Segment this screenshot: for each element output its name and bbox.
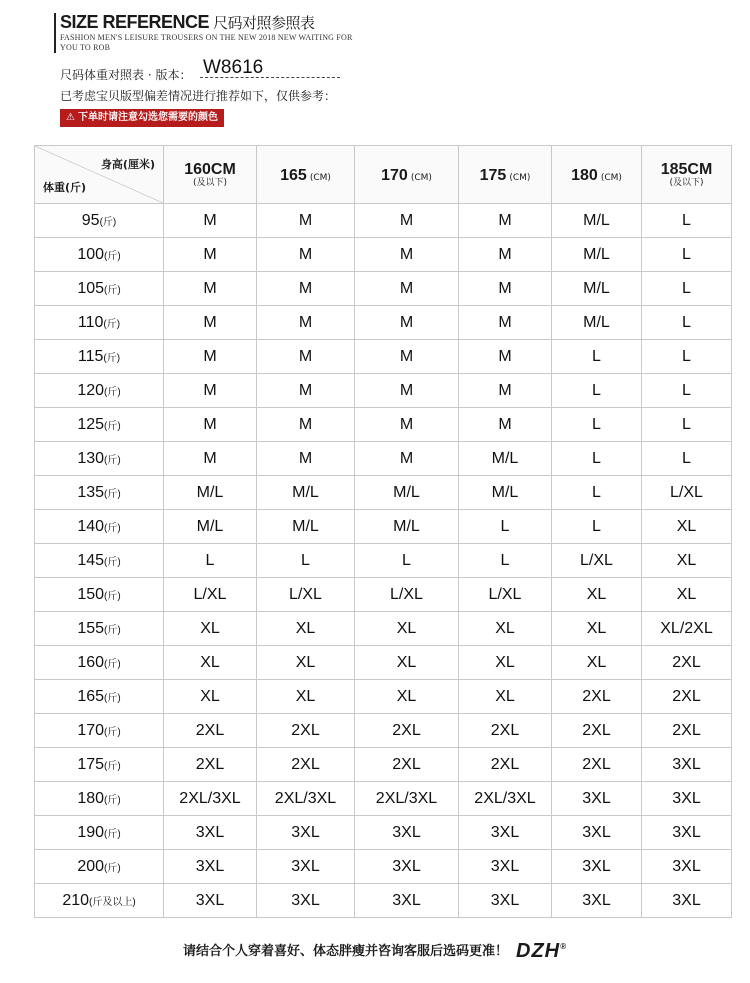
- size-cell: 3XL: [257, 816, 355, 850]
- header-accent-bar: [54, 13, 56, 53]
- size-cell: M/L: [164, 510, 257, 544]
- title-cn: 尺码对照参照表: [213, 14, 315, 32]
- size-cell: L/XL: [164, 578, 257, 612]
- size-cell: M: [355, 306, 459, 340]
- weight-unit: (斤): [104, 522, 121, 534]
- size-cell: M: [459, 272, 552, 306]
- table-row: [35, 340, 732, 374]
- size-cell: XL: [257, 646, 355, 680]
- size-cell: XL: [642, 578, 732, 612]
- size-cell: M: [257, 204, 355, 238]
- size-cell: 2XL: [355, 748, 459, 782]
- table-header-row: [35, 146, 732, 204]
- warning-text: 下单时请注意勾选您需要的颜色: [77, 112, 218, 123]
- weight-value: 120: [77, 381, 105, 399]
- size-cell: 2XL/3XL: [257, 782, 355, 816]
- weight-cell: [35, 578, 164, 612]
- size-cell: L: [642, 340, 732, 374]
- weight-cell: [35, 680, 164, 714]
- footer: [0, 940, 750, 963]
- table-row: [35, 510, 732, 544]
- weight-unit: (斤): [104, 488, 121, 500]
- size-cell: XL: [459, 680, 552, 714]
- weight-cell: [35, 510, 164, 544]
- size-cell: L: [552, 510, 642, 544]
- size-cell: L: [164, 544, 257, 578]
- weight-unit: (斤): [104, 284, 121, 296]
- weight-value: 155: [77, 619, 105, 637]
- page-subtitle: FASHION MEN'S LEISURE TROUSERS ON THE NEW 2018 NEW WAITING FOR YOU TO ROB: [60, 33, 353, 52]
- size-cell: M/L: [355, 476, 459, 510]
- weight-value: 165: [77, 687, 105, 705]
- brand-logo-text: DZH: [516, 940, 561, 962]
- size-cell: L: [552, 408, 642, 442]
- weight-unit: (斤): [104, 420, 121, 432]
- weight-value: 190: [77, 823, 105, 841]
- table-row: [35, 544, 732, 578]
- size-cell: 3XL: [355, 850, 459, 884]
- weight-value: 145: [77, 551, 105, 569]
- size-cell: 3XL: [355, 816, 459, 850]
- size-cell: 2XL: [257, 748, 355, 782]
- size-cell: 3XL: [642, 884, 732, 918]
- size-cell: XL: [642, 544, 732, 578]
- title-en: SIZE REFERENCE: [60, 12, 210, 32]
- size-cell: M: [164, 204, 257, 238]
- weight-value: 115: [77, 347, 104, 365]
- size-cell: M: [459, 340, 552, 374]
- size-cell: 2XL/3XL: [459, 782, 552, 816]
- size-cell: M: [355, 272, 459, 306]
- size-cell: M: [164, 306, 257, 340]
- size-cell: M/L: [552, 306, 642, 340]
- size-cell: M: [257, 442, 355, 476]
- size-cell: L: [552, 374, 642, 408]
- size-cell: L: [642, 238, 732, 272]
- weight-cell: [35, 646, 164, 680]
- table-row: [35, 850, 732, 884]
- height-value: 185CM: [660, 160, 713, 178]
- weight-unit: (斤): [104, 794, 121, 806]
- color-warning-banner: [60, 109, 224, 127]
- weight-unit: (斤): [104, 454, 121, 466]
- table-row: [35, 714, 732, 748]
- table-row: [35, 884, 732, 918]
- table-row: [35, 238, 732, 272]
- weight-value: 130: [77, 449, 105, 467]
- size-cell: 3XL: [459, 884, 552, 918]
- height-value: 180: [571, 167, 598, 184]
- height-header-cell: [164, 146, 257, 204]
- size-cell: M: [257, 340, 355, 374]
- size-cell: XL: [355, 646, 459, 680]
- size-cell: M: [459, 374, 552, 408]
- height-note: (及以下): [192, 177, 228, 188]
- size-cell: M: [459, 306, 552, 340]
- weight-unit: (斤): [104, 250, 121, 262]
- size-cell: 3XL: [164, 816, 257, 850]
- size-cell: XL: [257, 680, 355, 714]
- height-header-cell: [552, 146, 642, 204]
- weight-cell: [35, 442, 164, 476]
- height-header-cell: [459, 146, 552, 204]
- weight-unit: (斤): [104, 556, 121, 568]
- size-cell: M/L: [257, 510, 355, 544]
- size-cell: M: [164, 340, 257, 374]
- size-cell: M/L: [459, 476, 552, 510]
- size-table: [34, 145, 732, 918]
- size-cell: XL: [552, 646, 642, 680]
- size-cell: 3XL: [552, 884, 642, 918]
- size-cell: M: [257, 272, 355, 306]
- size-cell: L: [552, 340, 642, 374]
- size-cell: M/L: [552, 238, 642, 272]
- weight-cell: [35, 816, 164, 850]
- size-cell: M: [355, 340, 459, 374]
- size-cell: M: [257, 374, 355, 408]
- size-cell: XL/2XL: [642, 612, 732, 646]
- registered-mark: ®: [560, 942, 568, 951]
- size-cell: L: [642, 374, 732, 408]
- weight-value: 170: [77, 721, 105, 739]
- size-cell: 2XL: [642, 714, 732, 748]
- size-cell: L: [459, 510, 552, 544]
- size-cell: L: [642, 442, 732, 476]
- table-row: [35, 306, 732, 340]
- size-cell: L: [552, 476, 642, 510]
- weight-cell: [35, 850, 164, 884]
- weight-value: 160: [77, 653, 105, 671]
- size-cell: M/L: [257, 476, 355, 510]
- size-cell: 3XL: [355, 884, 459, 918]
- weight-value: 135: [77, 483, 105, 501]
- size-cell: 2XL: [164, 714, 257, 748]
- size-cell: XL: [257, 612, 355, 646]
- size-cell: 2XL: [642, 646, 732, 680]
- size-cell: M: [257, 306, 355, 340]
- height-value: 165: [280, 167, 307, 184]
- size-cell: XL: [642, 510, 732, 544]
- size-cell: 3XL: [552, 816, 642, 850]
- height-unit: (CM): [410, 173, 432, 183]
- size-cell: M: [459, 204, 552, 238]
- size-cell: 3XL: [164, 884, 257, 918]
- table-row: [35, 680, 732, 714]
- weight-value: 140: [77, 517, 105, 535]
- weight-cell: [35, 612, 164, 646]
- table-row: [35, 374, 732, 408]
- size-cell: 3XL: [642, 850, 732, 884]
- size-cell: M: [459, 238, 552, 272]
- size-cell: 2XL: [552, 714, 642, 748]
- size-cell: L/XL: [257, 578, 355, 612]
- size-cell: 3XL: [552, 782, 642, 816]
- weight-cell: [35, 272, 164, 306]
- size-cell: M/L: [459, 442, 552, 476]
- size-cell: M: [355, 442, 459, 476]
- size-cell: XL: [164, 612, 257, 646]
- size-cell: L: [552, 442, 642, 476]
- weight-cell: [35, 238, 164, 272]
- corner-height-label: 身高(厘米): [100, 158, 155, 171]
- weight-value: 150: [77, 585, 105, 603]
- weight-value: 175: [77, 755, 105, 773]
- height-value: 175: [479, 167, 507, 184]
- size-cell: 2XL: [459, 748, 552, 782]
- size-cell: L/XL: [355, 578, 459, 612]
- table-row: [35, 204, 732, 238]
- size-cell: 3XL: [164, 850, 257, 884]
- size-cell: 3XL: [459, 816, 552, 850]
- size-cell: L: [459, 544, 552, 578]
- size-cell: M: [355, 374, 459, 408]
- height-unit: (CM): [600, 173, 622, 183]
- size-cell: L: [642, 272, 732, 306]
- table-row: [35, 408, 732, 442]
- weight-unit: (斤及以上): [89, 896, 136, 908]
- weight-value: 95: [81, 211, 100, 229]
- size-cell: 2XL: [257, 714, 355, 748]
- size-cell: L: [642, 204, 732, 238]
- size-cell: 2XL: [552, 748, 642, 782]
- size-cell: 3XL: [257, 884, 355, 918]
- size-cell: 3XL: [552, 850, 642, 884]
- size-cell: XL: [355, 612, 459, 646]
- weight-unit: (斤): [103, 318, 121, 330]
- weight-cell: [35, 884, 164, 918]
- size-cell: M/L: [552, 204, 642, 238]
- height-note: (及以下): [669, 177, 704, 188]
- size-cell: 2XL: [642, 680, 732, 714]
- size-cell: L: [355, 544, 459, 578]
- size-cell: M: [459, 408, 552, 442]
- footer-text: 请结合个人穿着喜好、体态胖瘦并咨询客服后选码更准！: [182, 944, 508, 959]
- size-cell: XL: [355, 680, 459, 714]
- weight-unit: (斤): [99, 216, 117, 228]
- size-cell: L: [642, 306, 732, 340]
- height-header-cell: [355, 146, 459, 204]
- size-cell: L/XL: [459, 578, 552, 612]
- warning-icon: ⚠: [66, 112, 75, 123]
- table-row: [35, 646, 732, 680]
- table-row: [35, 612, 732, 646]
- size-cell: M/L: [552, 272, 642, 306]
- weight-cell: [35, 306, 164, 340]
- size-cell: 2XL: [459, 714, 552, 748]
- weight-cell: [35, 374, 164, 408]
- size-cell: M/L: [164, 476, 257, 510]
- table-row: [35, 782, 732, 816]
- size-cell: L: [642, 408, 732, 442]
- weight-cell: [35, 748, 164, 782]
- height-header-cell: [642, 146, 732, 204]
- height-unit: (CM): [509, 173, 531, 183]
- size-cell: 3XL: [642, 748, 732, 782]
- weight-value: 210: [62, 891, 90, 909]
- height-header-cell: [257, 146, 355, 204]
- table-row: [35, 816, 732, 850]
- size-cell: 2XL: [552, 680, 642, 714]
- height-value: 160CM: [184, 160, 236, 178]
- table-row: [35, 578, 732, 612]
- weight-unit: (斤): [104, 692, 121, 704]
- size-cell: M: [355, 204, 459, 238]
- page-title: [60, 12, 315, 33]
- table-corner-cell: [35, 146, 164, 204]
- size-cell: XL: [459, 612, 552, 646]
- weight-cell: [35, 544, 164, 578]
- table-row: [35, 442, 732, 476]
- weight-unit: (斤): [104, 828, 121, 840]
- size-cell: XL: [164, 646, 257, 680]
- weight-unit: (斤): [104, 590, 121, 602]
- size-cell: 2XL/3XL: [355, 782, 459, 816]
- size-cell: L: [257, 544, 355, 578]
- chart-label: 尺码体重对照表 · 版本：: [60, 68, 192, 82]
- size-cell: 3XL: [642, 816, 732, 850]
- weight-unit: (斤): [104, 658, 121, 670]
- weight-unit: (斤): [104, 624, 121, 636]
- weight-unit: (斤): [104, 726, 121, 738]
- weight-unit: (斤): [104, 862, 121, 874]
- size-cell: 3XL: [459, 850, 552, 884]
- height-value: 170: [381, 167, 408, 184]
- size-cell: M: [257, 408, 355, 442]
- brand-logo: [516, 940, 567, 962]
- weight-value: 110: [77, 313, 104, 331]
- weight-value: 200: [77, 857, 105, 875]
- size-cell: XL: [459, 646, 552, 680]
- size-cell: M: [164, 408, 257, 442]
- table-row: [35, 272, 732, 306]
- model-underline: [200, 77, 340, 78]
- size-cell: M: [164, 442, 257, 476]
- weight-value: 100: [77, 245, 105, 263]
- size-cell: XL: [552, 612, 642, 646]
- weight-unit: (斤): [104, 386, 121, 398]
- size-cell: 2XL: [355, 714, 459, 748]
- weight-value: 125: [77, 415, 105, 433]
- size-cell: XL: [552, 578, 642, 612]
- weight-unit: (斤): [103, 352, 121, 364]
- size-cell: 2XL/3XL: [164, 782, 257, 816]
- table-row: [35, 476, 732, 510]
- size-cell: XL: [164, 680, 257, 714]
- weight-cell: [35, 782, 164, 816]
- weight-cell: [35, 714, 164, 748]
- size-cell: L/XL: [552, 544, 642, 578]
- size-cell: M: [355, 408, 459, 442]
- size-cell: 2XL: [164, 748, 257, 782]
- height-unit: (CM): [309, 173, 331, 183]
- reference-note: 已考虑宝贝版型偏差情况进行推荐如下，仅供参考：: [60, 89, 337, 103]
- weight-cell: [35, 476, 164, 510]
- weight-value: 180: [77, 789, 105, 807]
- size-cell: M: [164, 374, 257, 408]
- table-row: [35, 748, 732, 782]
- corner-weight-label: 体重(斤): [43, 181, 87, 194]
- weight-cell: [35, 408, 164, 442]
- model-number: W8616: [203, 57, 264, 78]
- size-cell: M: [164, 272, 257, 306]
- weight-value: 105: [77, 279, 105, 297]
- weight-cell: [35, 340, 164, 374]
- size-cell: L/XL: [642, 476, 732, 510]
- size-cell: M/L: [355, 510, 459, 544]
- size-cell: M: [164, 238, 257, 272]
- size-cell: 3XL: [257, 850, 355, 884]
- size-cell: M: [355, 238, 459, 272]
- size-cell: M: [257, 238, 355, 272]
- weight-cell: [35, 204, 164, 238]
- size-cell: 3XL: [642, 782, 732, 816]
- weight-unit: (斤): [104, 760, 121, 772]
